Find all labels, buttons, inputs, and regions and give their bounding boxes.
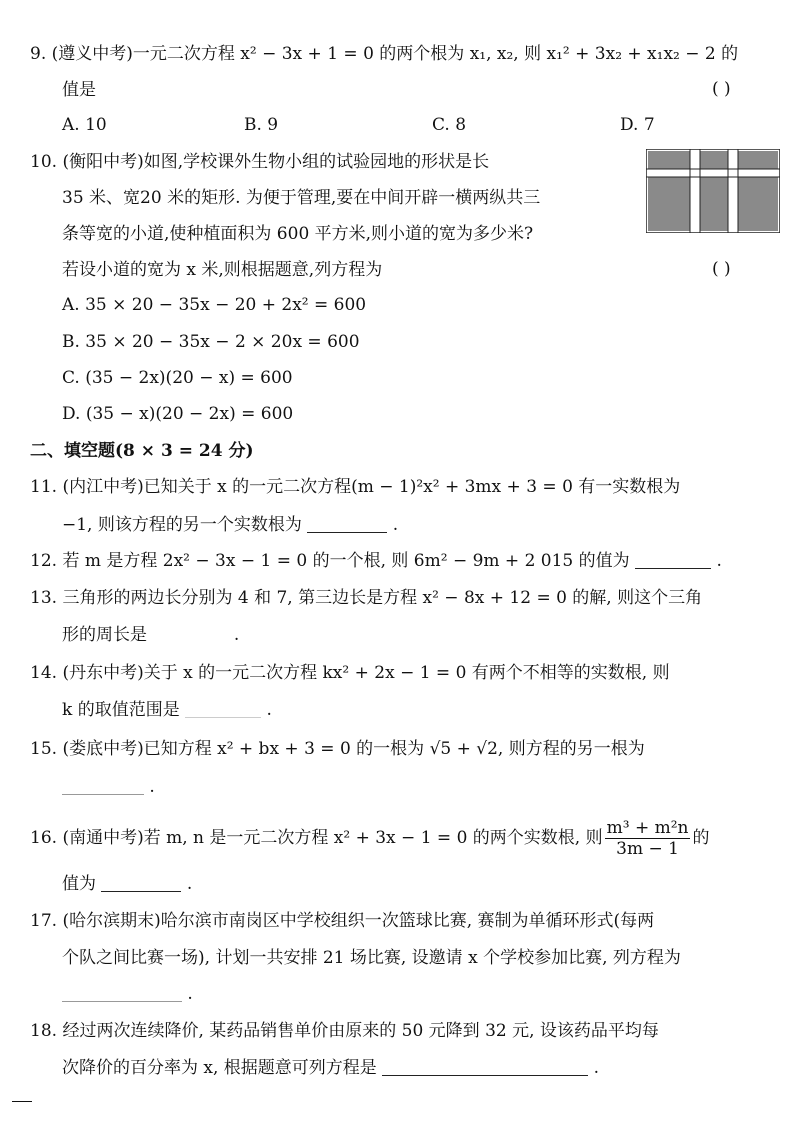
q15-line2 (62, 776, 155, 798)
garden-plot (648, 151, 690, 169)
q9-line1: 9. (遵义中考)一元二次方程 x² − 3x + 1 = 0 的两个根为 x₁, x₂, 则 x₁² + 3x₂ + x₁x₂ − 2 的 (30, 44, 739, 64)
q14-line2 (62, 699, 272, 721)
q16-line1 (30, 816, 709, 860)
page-footer-rule (12, 1101, 32, 1102)
q15-answer-blank[interactable] (62, 778, 144, 795)
q13-line2 (62, 624, 239, 646)
q11-line1: 11. (内江中考)已知关于 x 的一元二次方程(m − 1)²x² + 3mx + 3 = 0 有一实数根为 (30, 477, 681, 497)
q13-line2-text: 形的周长是 (62, 625, 147, 645)
q10-line4: 若设小道的宽为 x 米,则根据题意,列方程为 (62, 260, 383, 280)
q13-line1: 13. 三角形的两边长分别为 4 和 7, 第三边长是方程 x² − 8x + 12 = 0 的解, 则这个三角 (30, 588, 703, 608)
q16-line2 (62, 873, 192, 895)
q9-option-c: C. 8 (432, 115, 467, 135)
q10-line3: 条等宽的小道,使种植面积为 600 平方米,则小道的宽为多少米? (62, 224, 534, 244)
q16-period: . (186, 874, 193, 894)
q10-answer-paren: ( ) (712, 259, 731, 279)
q16-suffix: 的 (692, 828, 710, 848)
q15-period: . (149, 777, 155, 797)
q16-fraction-denominator: 3m − 1 (616, 839, 679, 859)
q13-period: . (233, 625, 240, 645)
q18-answer-blank[interactable] (382, 1059, 588, 1076)
q11-answer-blank[interactable] (307, 516, 387, 533)
q9-option-a: A. 10 (62, 115, 107, 135)
q18-period: . (593, 1058, 600, 1078)
q18-line2-text: 次降价的百分率为 x, 根据题意可列方程是 (62, 1058, 377, 1078)
q12-text: 12. 若 m 是方程 2x² − 3x − 1 = 0 的一个根, 则 6m² − 9m + 2 015 的值为 (30, 551, 630, 571)
q10-line2: 35 米、宽20 米的矩形. 为便于管理,要在中间开辟一横两纵共三 (62, 188, 541, 208)
garden-plot (738, 177, 778, 231)
q16-fraction-numerator: m³ + m²n (606, 818, 689, 838)
q16-text: 16. (南通中考)若 m, n 是一元二次方程 x² + 3x − 1 = 0 的两个实数根, 则 (30, 828, 603, 848)
q10-option-a: A. 35 × 20 − 35x − 20 + 2x² = 600 (62, 295, 367, 315)
q15-line1: 15. (娄底中考)已知方程 x² + bx + 3 = 0 的一根为 √5 + √2, 则方程的另一根为 (30, 739, 645, 759)
q14-line1: 14. (丹东中考)关于 x 的一元二次方程 kx² + 2x − 1 = 0 有两个不相等的实数根, 则 (30, 663, 670, 683)
section-heading: 二、填空题(8 × 3 = 24 分) (30, 441, 254, 461)
q16-line2-text: 值为 (62, 874, 96, 894)
q13-answer-blank[interactable] (152, 626, 228, 643)
garden-plot-diagram (646, 149, 780, 233)
q9-option-b: B. 9 (244, 115, 279, 135)
q14-answer-blank[interactable] (185, 701, 261, 718)
garden-plot (700, 177, 728, 231)
q10-option-c: C. (35 − 2x)(20 − x) = 600 (62, 368, 293, 388)
q11-period: . (392, 515, 399, 535)
q9-option-d: D. 7 (620, 115, 655, 135)
q18-line2 (62, 1057, 599, 1079)
garden-plot (738, 151, 778, 169)
q18-line1: 18. 经过两次连续降价, 某药品销售单价由原来的 50 元降到 32 元, 设该药品平均每 (30, 1021, 659, 1041)
q11-line2 (62, 514, 398, 536)
q9-answer-paren: ( ) (712, 79, 731, 99)
q14-line2-text: k 的取值范围是 (62, 700, 180, 720)
garden-plot (700, 151, 728, 169)
garden-plot (648, 177, 690, 231)
q17-period: . (187, 984, 193, 1004)
q10-option-b: B. 35 × 20 − 35x − 2 × 20x = 600 (62, 332, 360, 352)
q9-line2: 值是 (62, 80, 96, 100)
q16-answer-blank[interactable] (101, 875, 181, 892)
q10-line1: 10. (衡阳中考)如图,学校课外生物小组的试验园地的形状是长 (30, 152, 490, 172)
q11-line2-text: −1, 则该方程的另一个实数根为 (62, 515, 302, 535)
q10-option-d: D. (35 − x)(20 − 2x) = 600 (62, 404, 294, 424)
q17-line1: 17. (哈尔滨期末)哈尔滨市南岗区中学校组织一次篮球比赛, 赛制为单循环形式(每两 (30, 911, 655, 931)
q12-period: . (716, 551, 722, 571)
q17-line3 (62, 983, 193, 1005)
q12-answer-blank[interactable] (635, 552, 711, 569)
q17-answer-blank[interactable] (62, 985, 182, 1002)
garden-figure (646, 149, 780, 238)
q16-fraction (605, 818, 691, 859)
q12-line1 (30, 550, 722, 572)
q17-line2: 个队之间比赛一场), 计划一共安排 21 场比赛, 设邀请 x 个学校参加比赛, 列方程为 (62, 948, 681, 968)
q14-period: . (266, 700, 272, 720)
